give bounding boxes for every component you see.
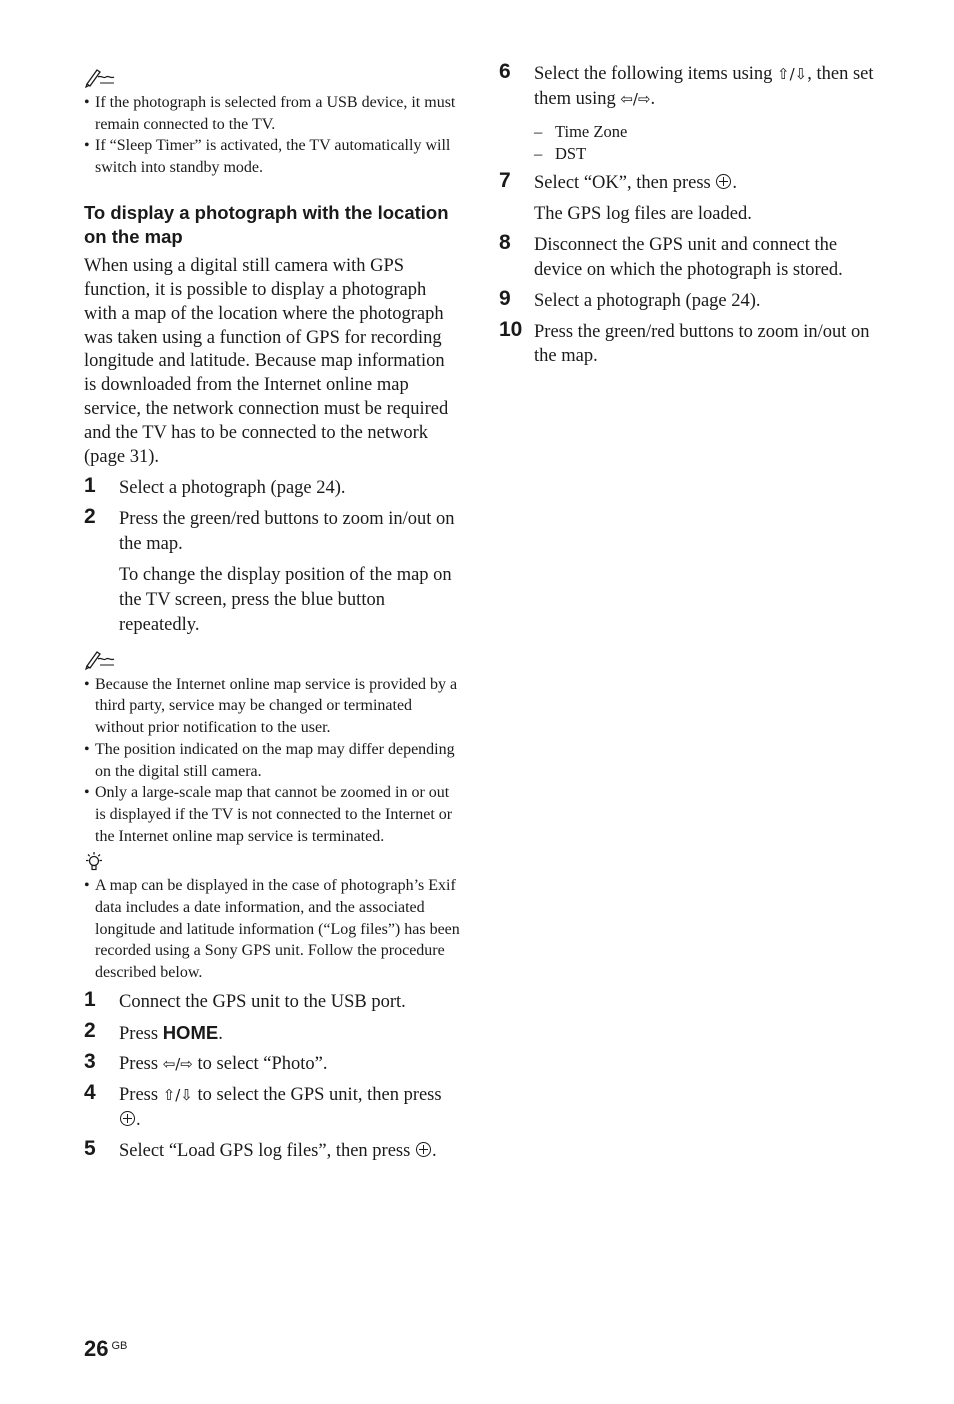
step-number: 7 (499, 168, 511, 192)
step-text: Select a photograph (page 24). (534, 290, 761, 311)
option-time-zone: – Time Zone (534, 121, 879, 143)
enter-button-icon (120, 1111, 135, 1126)
step-item (499, 168, 879, 228)
left-right-arrow-icon: ⇦/⇨ (620, 89, 651, 108)
step-item (499, 286, 879, 314)
tip-item: • A map can be displayed in the case of photograph’s Exif data includes a date information, and the associated longitude and latitude information (“Log files”) has been recorded using a Sony GPS unit. Follow the procedure described below. (84, 875, 460, 984)
note-item: • Only a large-scale map that cannot be zoomed in or out is displayed if the TV is not connected to the Internet or the Internet online map service is terminated. (84, 782, 460, 847)
step-text: Select a photograph (page 24). (119, 477, 346, 498)
setting-options (534, 121, 879, 165)
step-text: Press the green/red buttons to zoom in/out on the map. (534, 321, 870, 367)
step-number: 10 (499, 317, 523, 341)
step-text-end: . (431, 1140, 437, 1161)
step-number: 4 (84, 1081, 96, 1105)
left-right-arrow-icon: ⇦/⇨ (162, 1055, 193, 1074)
step-item (84, 473, 460, 501)
page-footer (84, 1336, 127, 1362)
page-number: 26 (84, 1336, 109, 1361)
up-down-arrow-icon: ⇧/⇩ (162, 1086, 193, 1105)
note-list-usb (84, 92, 460, 179)
step-subtext: To change the display position of the map on the TV screen, press the blue button repeatedly. (119, 565, 452, 635)
option-dst: – DST (534, 143, 879, 165)
step-item (84, 504, 460, 638)
step-item (499, 62, 879, 165)
note-item: • If “Sleep Timer” is activated, the TV automatically will switch into standby mode. (84, 135, 460, 178)
section-intro: When using a digital still camera with GPS function, it is possible to display a photograph with a map of the location where the photograph was taken using a function of GPS for recording longitude and latitude. Because map information is downloaded from the Internet online map service, the network connection must be required and the TV has to be connected to the network (page 31). (84, 255, 449, 468)
region-code: GB (111, 1340, 128, 1352)
step-text: Connect the GPS unit to the USB port. (119, 991, 406, 1012)
left-column (84, 66, 460, 1164)
step-number: 2 (84, 1018, 96, 1042)
step-number: 1 (84, 473, 96, 497)
light-bulb-hint-icon (84, 851, 460, 875)
step-number: 6 (499, 60, 511, 83)
step-text-end: . (650, 88, 656, 109)
note-item: • Because the Internet online map service is provided by a third party, service may be changed or terminated without prior notification to the user. (84, 674, 460, 739)
tip-list (84, 875, 460, 984)
step-number: 3 (84, 1050, 96, 1074)
enter-button-icon (416, 1142, 431, 1157)
step-number: 8 (499, 231, 511, 255)
section-heading: To display a photograph with the location on the map (84, 201, 449, 247)
pencil-note-icon (84, 648, 460, 674)
step-text-end: to select “Photo”. (192, 1054, 328, 1075)
home-button-label: HOME (162, 1021, 219, 1043)
right-column (499, 62, 879, 369)
step-item (499, 233, 879, 283)
step-text: Select “Load GPS log files”, then press (119, 1140, 415, 1161)
step-subtext: The GPS log files are loaded. (534, 204, 752, 225)
step-item (84, 1052, 460, 1077)
step-text: Press the green/red buttons to zoom in/out on the map. (119, 508, 455, 554)
step-text: Select the following items using (534, 64, 778, 84)
enter-button-icon (716, 174, 731, 189)
step-number: 9 (499, 286, 511, 310)
step-item (84, 1083, 460, 1133)
gps-steps-part2 (499, 62, 879, 369)
note-item: • If the photograph is selected from a USB device, it must remain connected to the TV. (84, 92, 460, 135)
step-text-mid: , then set them using (534, 64, 874, 109)
note-list-map (84, 674, 460, 848)
step-text: Disconnect the GPS unit and connect the device on which the photograph is stored. (534, 235, 843, 280)
step-text-mid: to select the GPS unit, then press (192, 1085, 442, 1106)
step-item (84, 1018, 460, 1047)
step-text-end: . (218, 1023, 223, 1044)
pencil-note-icon (84, 66, 460, 92)
step-text-end: . (136, 1110, 141, 1131)
step-text: Select “OK”, then press (534, 172, 716, 193)
step-text: Press (119, 1085, 163, 1106)
step-text: Press (119, 1023, 163, 1044)
gps-steps-part1 (84, 987, 460, 1164)
step-item (84, 987, 460, 1015)
step-number: 5 (84, 1136, 96, 1160)
step-number: 1 (84, 987, 96, 1011)
map-steps (84, 473, 460, 638)
note-item: • The position indicated on the map may differ depending on the digital still camera. (84, 739, 460, 782)
step-number: 2 (84, 504, 96, 528)
step-text-end: . (732, 172, 737, 193)
step-item (499, 317, 879, 370)
step-text: Press (119, 1054, 163, 1075)
up-down-arrow-icon: ⇧/⇩ (777, 65, 808, 83)
step-item (84, 1136, 460, 1164)
